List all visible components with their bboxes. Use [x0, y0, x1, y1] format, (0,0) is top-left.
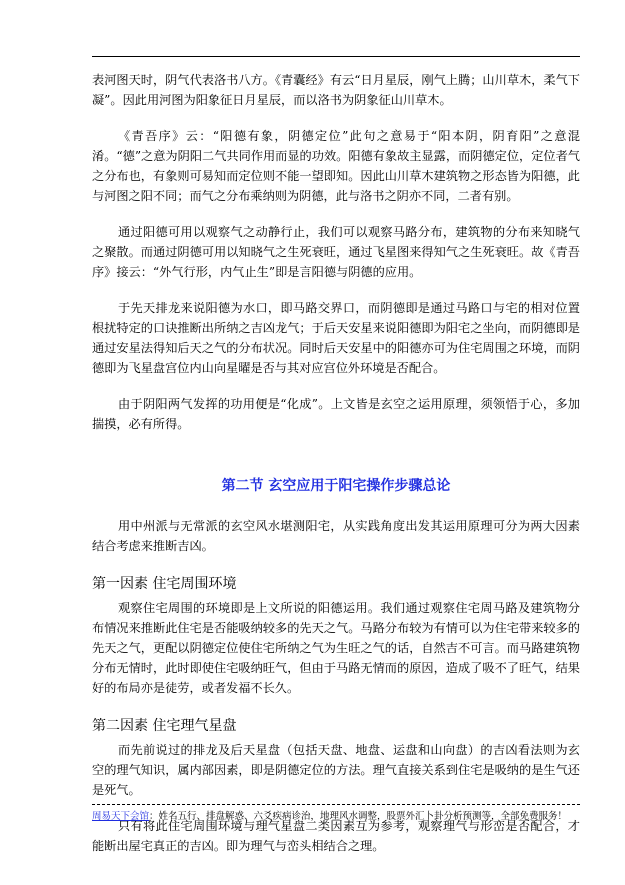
footer-rule — [92, 804, 580, 805]
paragraph: 《青吾序》云：“阳德有象，阴德定位”此句之意易于“阳本阴，阴育阳”之意混淆。“德”之意为阴阳二气共同作用而显的功效。阳德有象故主显露，而阴德定位，定位者气之分布也，有象则可易知而定位则不能一望即知。因此山川草木建筑物之形态皆为阳德，此与河图之阳不同；而气之分布乘纳则为阴德，此与洛书之阴亦不同，二者有别。 — [92, 129, 580, 203]
footer-text: ：姓名五行、排盘解惑、六爻疾病诊治，地理风水调整，股票外汇卜卦分析预测等，全部免费服务！ — [149, 811, 568, 822]
paragraph: 表河图天时，阴气代表洛书八方。《青囊经》有云“日月星辰，刚气上腾；山川草木，柔气下凝”。因此用河图为阳象征日月星辰，而以洛书为阴象征山川草木。 — [92, 73, 580, 107]
footer-link[interactable]: 周易天下会馆 — [92, 811, 150, 822]
factor-heading: 第二因素 住宅理气星盘 — [92, 718, 237, 734]
paragraph: 用中州派与无常派的玄空风水堪测阳宅，从实践角度出发其运用原理可分为两大因素结合考虑来推断吉凶。 — [92, 519, 580, 553]
section-title: 第二节 玄空应用于阳宅操作步骤总论 — [221, 478, 451, 494]
paragraph: 而先前说过的排龙及后天星盘（包括天盘、地盘、运盘和山向盘）的吉凶看法则为玄空的理气知识，属内部因素，即是阴德定位的方法。理气直接关系到住宅是吸纳的是生气还是死气。 — [92, 743, 580, 797]
paragraph: 由于阴阳两气发挥的功用便是“化成”。上文皆是玄空之运用原理，须领悟于心，多加揣摸，必有所得。 — [92, 397, 580, 431]
paragraph: 观察住宅周围的环境即是上文所说的阳德运用。我们通过观察住宅周马路及建筑物分布情况来推断此住宅是否能吸纳较多的先天之气。马路分布较为有情可以为住宅带来较多的先天之气，更配以阴德定位使住宅所纳之气为生旺之气的话，自然吉不可言。而马路建筑物分布无情时，此时即使住宅吸纳旺气，但由于马路无情而的原因，造成了吸不了旺气，结果好的布局亦是徒劳，或者发福不长久。 — [92, 601, 580, 695]
paragraph: 只有将此住宅周围环境与理气星盘二类因素互为参考，观察理气与形峦是否配合，才能断出屋宅真正的吉凶。即为理气与峦头相结合之理。 — [92, 819, 580, 853]
header-rule — [92, 56, 580, 57]
paragraph: 通过阳德可用以观察气之动静行止，我们可以观察马路分布，建筑物的分布来知晓气之聚散。而通过阴德可用以知晓气之生死衰旺，通过飞星图来得知气之生死衰旺。故《青吾序》接云：“外气行形，内气止生”即是言阳德与阴德的应用。 — [92, 225, 580, 279]
footer — [92, 810, 580, 824]
paragraph: 于先天排龙来说阳德为水口，即马路交界口，而阴德即是通过马路口与宅的相对位置根扰特定的口诀推断出所纳之吉凶龙气；于后天安星来说阳德即为阳宅之坐向，而阴德即是通过安星法得知后天之气的分布状况。同时后天安星中的阳德亦可为住宅周围之环境，而阴德即为飞星盘宫位内山向星曜是否与其对应宫位外环境是否配合。 — [92, 301, 580, 375]
factor-heading: 第一因素 住宅周围环境 — [92, 576, 237, 592]
page-content — [92, 70, 580, 856]
